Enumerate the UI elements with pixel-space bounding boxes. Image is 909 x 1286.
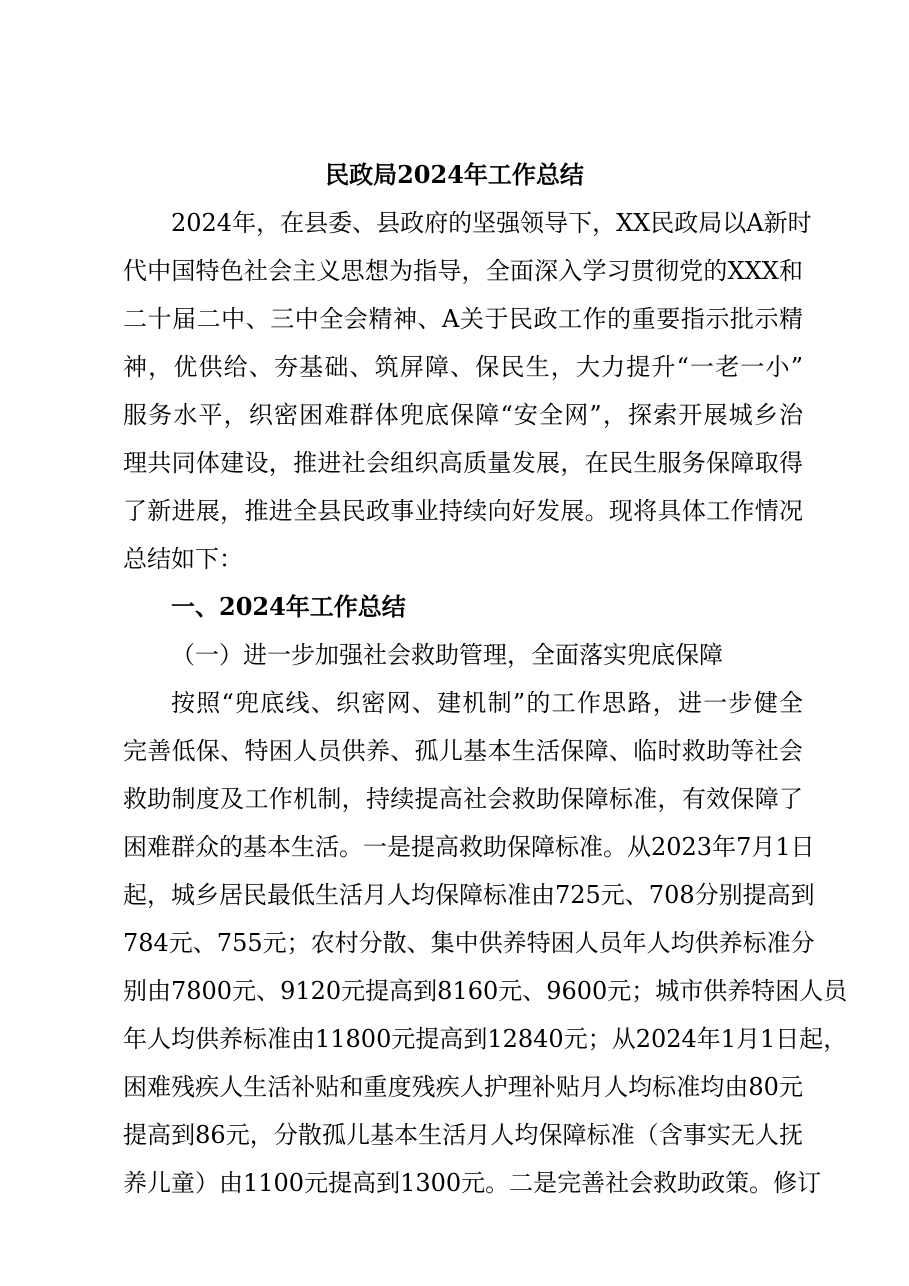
body-line: 救助制度及工作机制，持续提高社会救助保障标准，有效保障了 [123, 785, 803, 813]
body-line: 年人均供养标准由11800元提高到12840元；从2024年1月1日起， [123, 1025, 848, 1053]
body-line: 完善低保、特困人员供养、孤儿基本生活保障、临时救助等社会 [123, 737, 803, 765]
body-line: 784元、755元；农村分散、集中供养特困人员年人均供养标准分 [123, 929, 815, 957]
intro-line: 理共同体建设，推进社会组织高质量发展，在民生服务保障取得 [123, 449, 803, 477]
intro-line: 了新进展，推进全县民政事业持续向好发展。现将具体工作情况 [123, 497, 803, 525]
intro-line: 二十届二中、三中全会精神、A关于民政工作的重要指示批示精 [123, 305, 803, 333]
subsection-heading: （一）进一步加强社会救助管理，全面落实兜底保障 [171, 641, 723, 669]
intro-line: 代中国特色社会主义思想为指导，全面深入学习贯彻党的XXX和 [123, 257, 803, 285]
section-heading: 一、2024年工作总结 [171, 592, 406, 621]
intro-line: 2024年，在县委、县政府的坚强领导下，XX民政局以A新时 [171, 209, 812, 237]
intro-line: 神，优供给、夯基础、筑屏障、保民生，大力提升“一老一小” [123, 353, 803, 381]
body-line: 起，城乡居民最低生活月人均保障标准由725元、708分别提高到 [123, 881, 815, 909]
intro-line: 总结如下： [123, 545, 243, 573]
intro-line: 服务水平，织密困难群体兜底保障“安全网”，探索开展城乡治 [123, 401, 803, 429]
body-line: 提高到86元，分散孤儿基本生活月人均保障标准（含事实无人抚 [123, 1121, 803, 1149]
body-line: 别由7800元、9120元提高到8160元、9600元；城市供养特困人员 [123, 977, 848, 1005]
body-line: 养儿童）由1100元提高到1300元。二是完善社会救助政策。修订 [123, 1169, 822, 1197]
document-title: 民政局2024年工作总结 [325, 160, 584, 189]
body-line: 困难群众的基本生活。一是提高救助保障标准。从2023年7月1日 [123, 833, 815, 861]
body-line: 困难残疾人生活补贴和重度残疾人护理补贴月人均标准均由80元 [123, 1073, 803, 1101]
body-line: 按照“兜底线、织密网、建机制”的工作思路，进一步健全 [171, 689, 803, 717]
